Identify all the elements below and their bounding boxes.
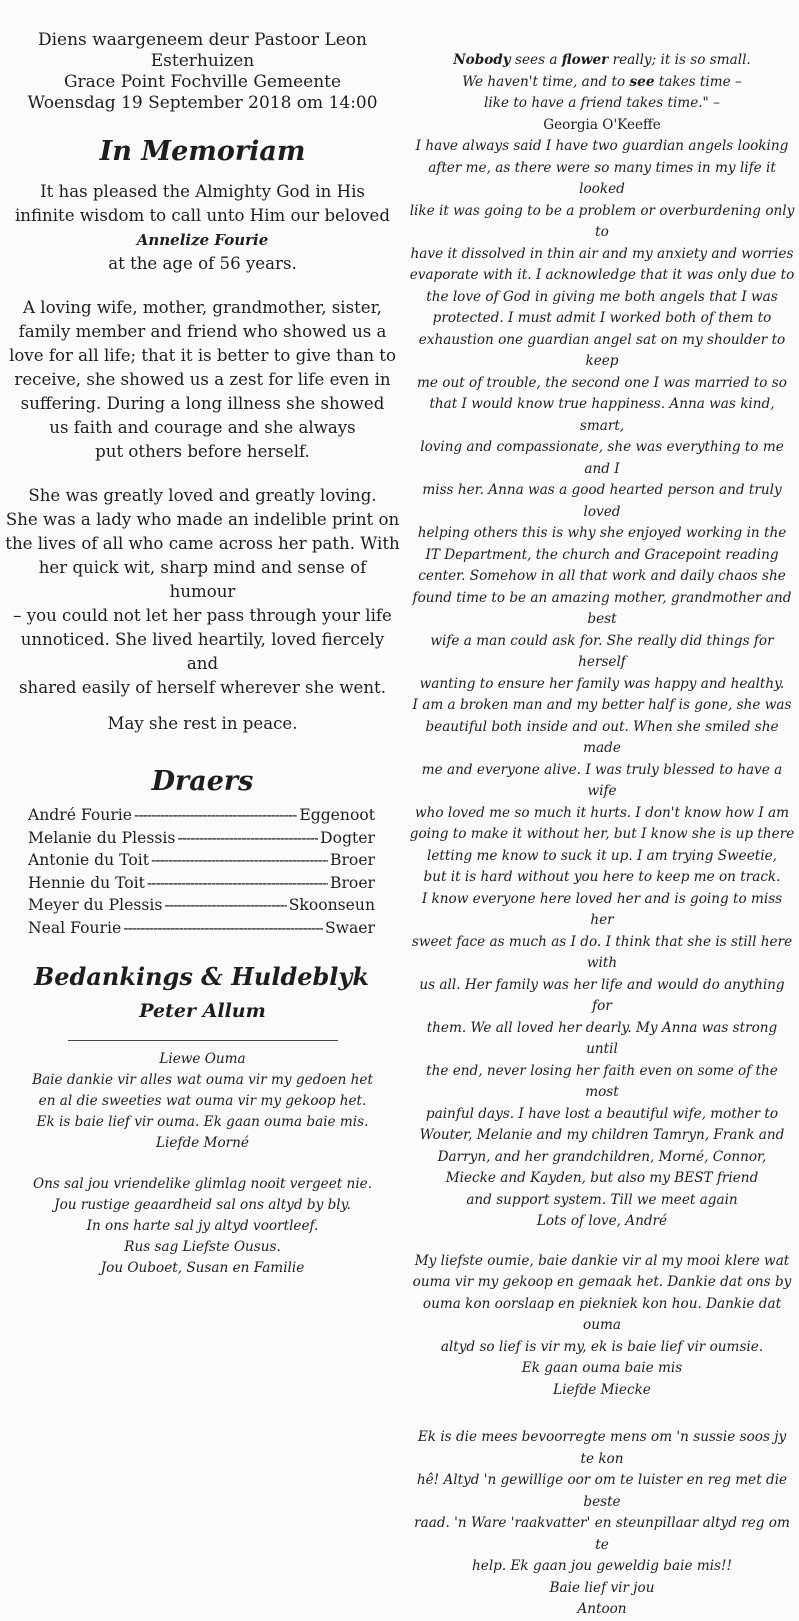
text-line: I have always said I have two guardian angels looking [415,138,789,154]
right-column [405,0,799,1621]
text-line: Liewe Ouma [159,1050,246,1067]
text-line: en al die sweeties wat ouma vir my gekoop het. [38,1092,367,1109]
miecke-message [409,1251,795,1402]
quote-text: sees a [510,52,562,68]
bearer-row [28,872,375,895]
signature: Lots of love, André [536,1213,668,1229]
text-line: family member and friend who showed us a [18,322,387,341]
leader-dots [151,849,328,872]
text-line: exhaustion one guardian angel sat on my shoulder to keep [418,331,786,369]
service-details [0,30,405,114]
leader-dots [147,872,328,895]
signature: Antoon [577,1601,627,1617]
bearers-heading: Draers [151,766,254,797]
quote-line [405,72,799,94]
text-line: altyd so lief is vir my, ek is baie lief vir oumsie. [440,1338,764,1355]
deceased-age: at the age of 56 years. [108,254,297,273]
text-line: ouma vir my gekoop en gemaak het. Dankie dat ons by [412,1274,792,1290]
text-line: center. Somehow in all that work and daily chaos she [418,568,786,584]
text-line: but it is hard without you here to keep me on track. [423,869,781,885]
text-line: miss her. Anna was a good hearted person and truly loved [422,482,782,520]
quote-text: We haven't time, and to [462,73,630,90]
quote-emphasis: see [629,73,655,90]
text-line: A loving wife, mother, grandmother, sister, [23,298,382,317]
text-line: wife a man could ask for. She really did things for herself [430,632,774,670]
quote-line [405,50,799,72]
service-datetime: Woensdag 19 September 2018 om 14:00 [27,93,378,113]
bearer-relation: Broer [330,873,375,892]
text-line: painful days. I have lost a beautiful wife, mother to [425,1105,779,1122]
service-congregation: Grace Point Fochville Gemeente [63,72,342,92]
text-line: She was greatly loved and greatly loving. [28,486,377,505]
bearer-row [28,827,375,850]
text-line: unnoticed. She lived heartily, loved fiercely and [20,630,385,673]
bearer-row [28,804,375,827]
bearer-row [28,894,375,917]
text-line: IT Department, the church and Gracepoint reading [425,546,779,563]
quote-author: Georgia O'Keeffe [543,116,661,133]
text-line: She was a lady who made an indelible print on [5,510,400,529]
text-line: Darryn, and her grandchildren, Morné, Connor, [437,1148,767,1165]
bearer-name: Melanie du Plessis [28,828,176,847]
text-line: suffering. During a long illness she showed [20,394,385,413]
husband-letter [409,136,795,1233]
text-line: I am a broken man and my better half is gone, she was [412,697,792,713]
deceased-name: Annelize Fourie [136,231,269,249]
text-line: ouma kon oorslaap en piekniek kon hou. Dankie dat ouma [422,1295,782,1333]
leader-dots [177,827,318,850]
text-line: shared easily of herself wherever she went. [19,678,386,697]
quote-emphasis: Nobody [453,52,511,68]
text-line: found time to be an amazing mother, grandmother and best [412,589,792,627]
text-line: that I would know true happiness. Anna was kind, smart, [429,396,775,434]
text-line: after me, as there were so many times in my life it looked [428,159,776,197]
text-line: Ons sal jou vriendelike glimlag nooit vergeet nie. [32,1175,373,1192]
memoriam-paragraph-2 [4,484,401,700]
text-line: love for all life; that it is better to give than to [9,346,396,365]
text-line: them. We all loved her dearly. My Anna was strong until [426,1019,778,1057]
tribute-message-family [4,1174,401,1279]
text-line: receive, she showed us a zest for life even in [14,370,391,389]
text-line: loving and compassionate, she was everything to me and I [420,439,784,477]
text-line: Ek is die mees bevoorregte mens om 'n sussie soos jy te kon [417,1429,787,1467]
intro-line: It has pleased the Almighty God in His [40,182,365,201]
text-line: My liefste oumie, baie dankie vir al my mooi klere wat [414,1252,790,1269]
bearer-name: Hennie du Toit [28,873,145,892]
tribute-author: Peter Allum [139,999,266,1022]
bearer-row [28,917,375,940]
quote-emphasis: flower [561,52,609,68]
bearer-relation: Eggenoot [299,806,375,824]
text-line: Jou rustige geaardheid sal ons altyd by bly. [54,1196,351,1213]
text-line: Wouter, Melanie and my children Tamryn, Frank and [419,1127,785,1143]
leader-dots [123,917,323,940]
signature: Liefde Miecke [553,1381,651,1398]
bearer-relation: Dogter [320,828,375,847]
text-line: wanting to ensure her family was happy and healthy. [419,675,785,692]
rest-in-peace: May she rest in peace. [107,714,298,733]
text-line: like it was going to be a problem or overburdening only to [409,202,795,240]
text-line: Miecke and Kayden, but also my BEST friend [445,1170,759,1186]
signature: Liefde Morné [156,1134,249,1151]
tributes-heading: Bedankings & Huldeblyk [34,961,369,991]
bearer-name: Antonie du Toit [28,851,149,870]
text-line: beautiful both inside and out. When she smiled she made [425,718,779,756]
text-line: Baie lief vir jou [549,1579,655,1596]
leader-dots [134,804,297,827]
bearer-relation: Swaer [324,918,375,937]
text-line: going to make it without her, but I know she is up there [409,826,795,842]
text-line: raad. 'n Ware 'raakvatter' en steunpillaar altyd reg om te [414,1515,790,1553]
bearer-relation: Broer [330,851,375,870]
antoon-message [409,1427,795,1621]
text-line: the love of God in giving me both angels that I was [426,288,778,305]
quote-text: takes time – [654,73,742,90]
bearers-list [28,804,375,940]
text-line: her quick wit, sharp mind and sense of humour [38,558,367,601]
quote-line: like to have a friend takes time." – [484,95,720,111]
text-line: us faith and courage and she always [49,418,356,437]
text-line: letting me know to suck it up. I am trying Sweetie, [427,847,777,864]
text-line: Ek gaan ouma baie mis [521,1360,683,1376]
text-line: have it dissolved in thin air and my anxiety and worries [410,245,794,262]
text-line: hê! Altyd 'n gewillige oor om te luister en reg met die beste [416,1472,788,1510]
text-line: help. Ek gaan jou geweldig baie mis!! [472,1558,732,1574]
text-line: the lives of all who came across her path. With [5,534,400,553]
memoriam-paragraph-1 [4,296,401,464]
signature: Jou Ouboet, Susan en Familie [100,1259,305,1276]
bearer-relation: Skoonseun [288,896,375,915]
text-line: the end, never losing her faith even on some of the most [426,1062,778,1100]
text-line: us all. Her family was her life and would do anything for [419,976,785,1014]
text-line: protected. I must admit I worked both of them to [432,310,772,326]
text-line: I know everyone here loved her and is going to miss her [421,890,783,928]
bearer-row [28,849,375,872]
divider [68,1040,338,1041]
okeeffe-quote [405,50,799,136]
text-line: me and everyone alive. I was truly blessed to have a wife [421,761,783,799]
text-line: me out of trouble, the second one I was married to so [417,374,787,391]
text-line: Ek is baie lief vir ouma. Ek gaan ouma baie mis. [36,1113,369,1130]
text-line: and support system. Till we meet again [466,1191,738,1208]
left-column [0,0,405,1279]
tribute-message-morne [4,1049,401,1154]
quote-text: really; it is so small. [608,52,751,68]
text-line: Baie dankie vir alles wat ouma vir my gedoen het [32,1071,373,1088]
text-line: Rus sag Liefste Ousus. [124,1238,281,1255]
text-line: put others before herself. [95,442,310,461]
intro-line: infinite wisdom to call unto Him our beloved [14,206,390,225]
memoriam-heading: In Memoriam [99,136,306,167]
bearer-name: Meyer du Plessis [28,896,163,915]
text-line: evaporate with it. I acknowledge that it was only due to [409,267,795,283]
text-line: helping others this is why she enjoyed working in the [417,525,787,541]
bearer-name: André Fourie [28,806,132,824]
text-line: In ons harte sal jy altyd voortleef. [86,1217,319,1234]
service-officiant: Diens waargeneem deur Pastoor Leon Esterhuizen [37,30,367,71]
text-line: – you could not let her pass through your life [13,606,392,625]
memoriam-intro [4,180,401,276]
bearer-name: Neal Fourie [28,918,122,937]
leader-dots [164,894,286,917]
text-line: who loved me so much it hurts. I don't know how I am [414,804,790,821]
text-line: sweet face as much as I do. I think that she is still here with [411,933,793,971]
